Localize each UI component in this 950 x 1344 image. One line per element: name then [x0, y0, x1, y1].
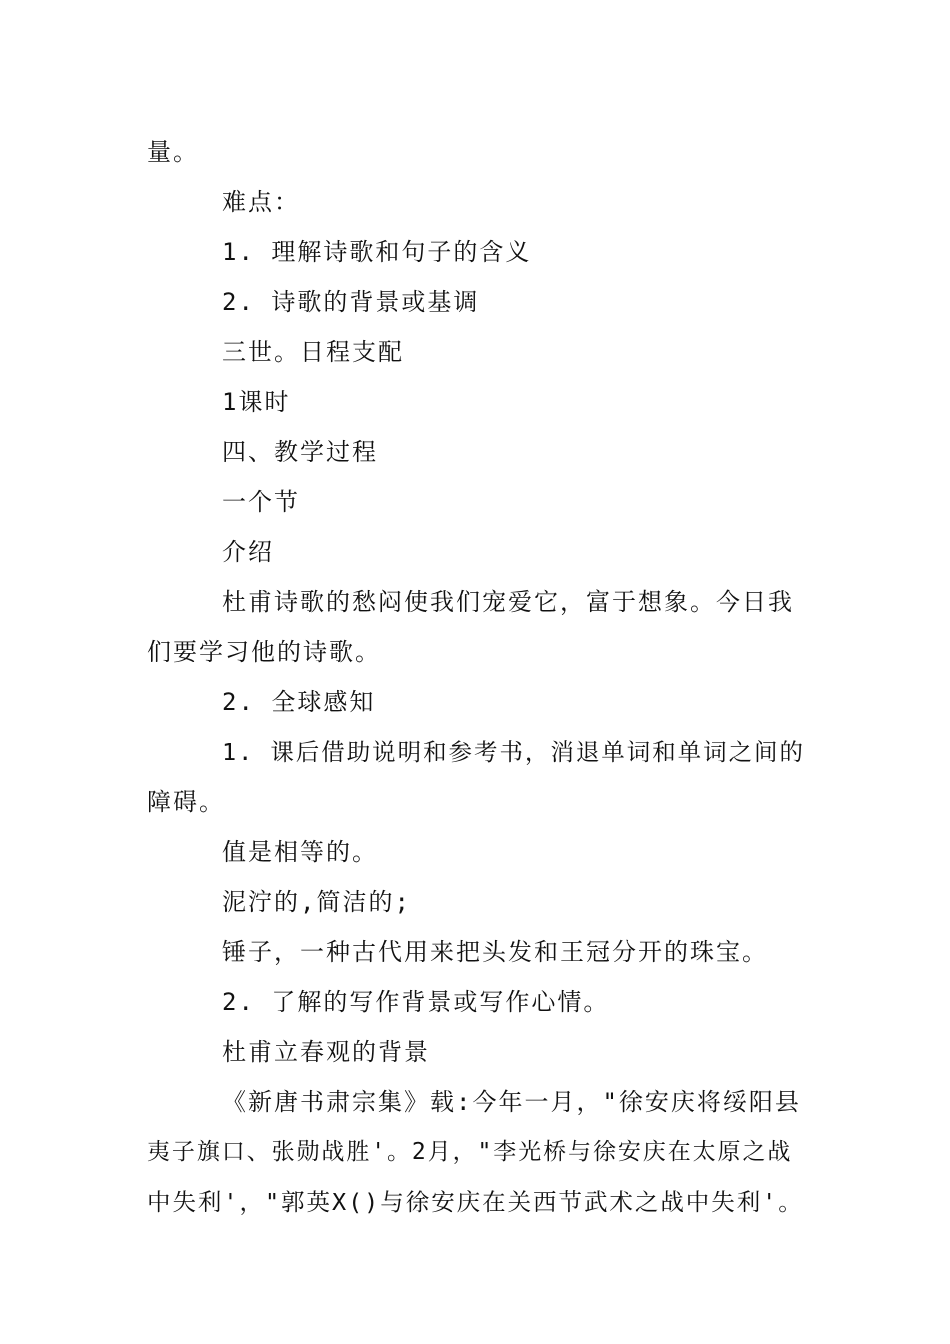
- difficulty-heading: 难点：: [222, 188, 300, 216]
- perception-item-1-line-2: 障碍。: [147, 788, 225, 816]
- difficulty-item-2: 2. 诗歌的背景或基调: [222, 288, 480, 316]
- vocab-note-1: 值是相等的。: [222, 838, 378, 866]
- difficulty-item-1: 1. 理解诗歌和句子的含义: [222, 238, 532, 266]
- intro-paragraph-line-2: 们要学习他的诗歌。: [147, 638, 381, 666]
- subsection-one: 一个节: [222, 488, 300, 516]
- intro-paragraph-line-1: 杜甫诗歌的愁闷使我们宠爱它，富于想象。今日我: [222, 588, 794, 616]
- global-perception-heading: 2. 全球感知: [222, 688, 376, 716]
- background-paragraph-line-2: 夷子旗口、张勋战胜'。2月，"李光桥与徐安庆在太原之战: [147, 1139, 793, 1165]
- class-hours: 1课时: [222, 388, 291, 416]
- vocab-note-3: 锤子，一种古代用来把头发和王冠分开的珠宝。: [222, 938, 768, 966]
- intro-heading: 介绍: [222, 538, 274, 566]
- section-schedule: 三世。日程支配: [222, 338, 404, 366]
- vocab-note-2: 泥泞的,简洁的;: [222, 888, 411, 916]
- background-paragraph-line-1: 《新唐书肃宗集》载:今年一月，"徐安庆将绥阳县: [222, 1088, 801, 1116]
- background-heading: 杜甫立春观的背景: [222, 1038, 430, 1066]
- background-paragraph-line-3: 中失利'，"郭英X()与徐安庆在关西节武术之战中失利'。: [147, 1188, 804, 1216]
- perception-item-1-line-1: 1. 课后借助说明和参考书，消退单词和单词之间的: [222, 738, 805, 766]
- section-teaching-process: 四、教学过程: [222, 438, 378, 466]
- text-line-1: 量。: [147, 138, 199, 166]
- perception-item-2: 2. 了解的写作背景或写作心情。: [222, 988, 610, 1016]
